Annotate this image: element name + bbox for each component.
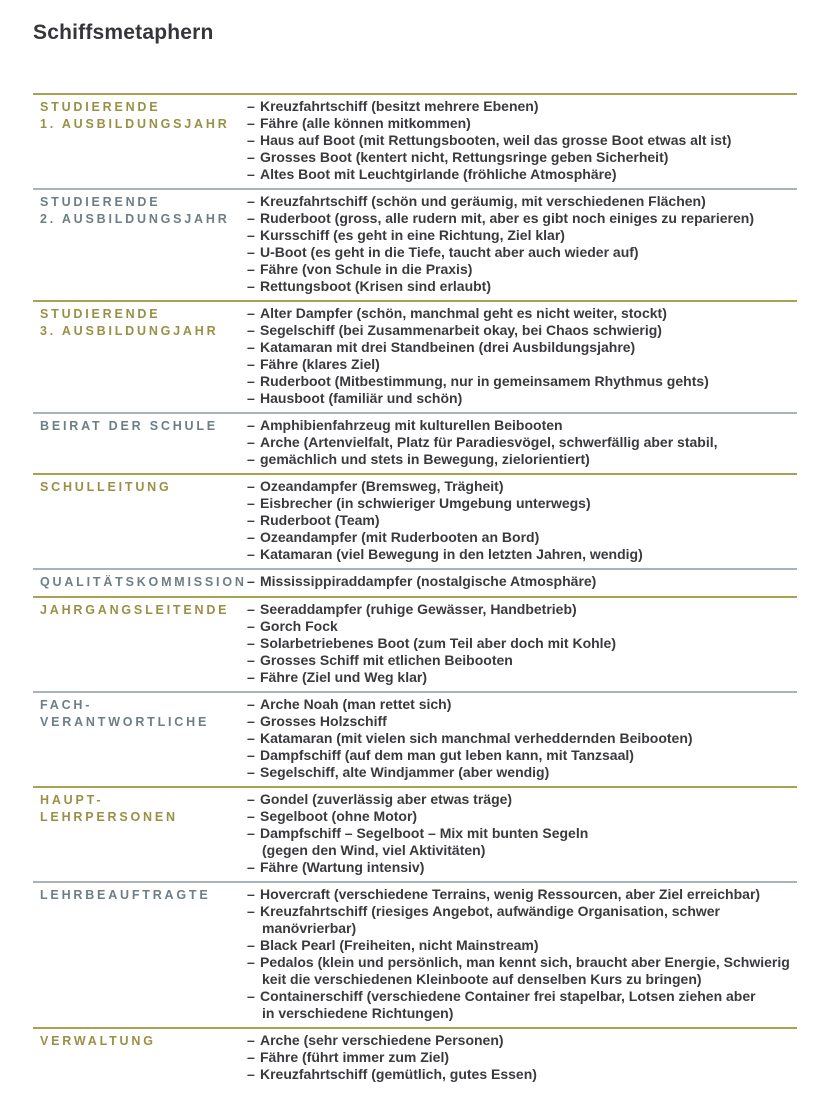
list-item bbox=[247, 635, 797, 652]
dash-bullet: – bbox=[247, 210, 255, 226]
item-text: (gegen den Wind, viel Aktivitäten) bbox=[262, 842, 486, 858]
item-text: Fähre (führt immer zum Ziel) bbox=[260, 1049, 450, 1065]
section-label-line: VERANTWORTLICHE bbox=[40, 715, 210, 729]
dash-bullet: – bbox=[247, 669, 255, 685]
dash-bullet: – bbox=[247, 115, 255, 131]
list-item bbox=[247, 764, 797, 781]
item-text: U-Boot (es geht in die Tiefe, taucht aber auch wieder auf) bbox=[260, 244, 639, 260]
list-item bbox=[247, 356, 797, 373]
list-item bbox=[247, 954, 797, 971]
item-text: Fähre (von Schule in die Praxis) bbox=[260, 261, 473, 277]
table-section bbox=[33, 881, 797, 1027]
list-item bbox=[247, 322, 797, 339]
list-item bbox=[247, 1049, 797, 1066]
section-items bbox=[247, 886, 797, 1022]
dash-bullet: – bbox=[247, 227, 255, 243]
dash-bullet: – bbox=[247, 261, 255, 277]
list-item bbox=[247, 434, 797, 451]
item-text: Fähre (alle können mitkommen) bbox=[260, 115, 471, 131]
item-text: Eisbrecher (in schwieriger Umgebung unterwegs) bbox=[260, 495, 591, 511]
item-text: Dampfschiff (auf dem man gut leben kann, mit Tanzsaal) bbox=[260, 747, 634, 763]
dash-bullet: – bbox=[247, 764, 255, 780]
dash-bullet: – bbox=[247, 373, 255, 389]
list-item bbox=[247, 573, 797, 590]
dash-bullet: – bbox=[247, 434, 255, 450]
dash-bullet: – bbox=[247, 730, 255, 746]
item-text: Black Pearl (Freiheiten, nicht Mainstream) bbox=[260, 937, 539, 953]
section-items bbox=[247, 601, 797, 686]
item-text: Katamaran mit drei Standbeinen (drei Ausbildungsjahre) bbox=[260, 339, 636, 355]
list-item bbox=[247, 390, 797, 407]
section-label-line: 2. AUSBILDUNGSJAHR bbox=[40, 212, 230, 226]
list-item bbox=[247, 791, 797, 808]
item-text: gemächlich und stets in Bewegung, zielorientiert) bbox=[260, 451, 590, 467]
list-item bbox=[247, 193, 797, 210]
item-text: keit die verschiedenen Kleinboote auf denselben Kurs zu bringen) bbox=[262, 971, 702, 987]
dash-bullet: – bbox=[247, 954, 255, 970]
table-section bbox=[33, 93, 797, 188]
item-text: Katamaran (mit vielen sich manchmal verheddernden Beibooten) bbox=[260, 730, 693, 746]
item-text: Grosses Boot (kentert nicht, Rettungsringe geben Sicherheit) bbox=[260, 149, 669, 165]
list-item-continuation bbox=[247, 971, 797, 988]
item-text: Segelschiff, alte Windjammer (aber wendig) bbox=[260, 764, 550, 780]
dash-bullet: – bbox=[247, 529, 255, 545]
dash-bullet: – bbox=[247, 652, 255, 668]
dash-bullet: – bbox=[247, 512, 255, 528]
dash-bullet: – bbox=[247, 1032, 255, 1048]
dash-bullet: – bbox=[247, 696, 255, 712]
dash-bullet: – bbox=[247, 193, 255, 209]
dash-bullet: – bbox=[247, 988, 255, 1004]
list-item bbox=[247, 825, 797, 842]
list-item bbox=[247, 696, 797, 713]
item-text: Rettungsboot (Krisen sind erlaubt) bbox=[260, 278, 491, 294]
dash-bullet: – bbox=[247, 244, 255, 260]
dash-bullet: – bbox=[247, 546, 255, 562]
section-label bbox=[33, 417, 247, 468]
section-label bbox=[33, 193, 247, 295]
section-label-line: STUDIERENDE bbox=[40, 195, 161, 209]
item-text: Fähre (Ziel und Weg klar) bbox=[260, 669, 427, 685]
dash-bullet: – bbox=[247, 149, 255, 165]
table-section bbox=[33, 596, 797, 691]
item-text: Arche (Artenvielfalt, Platz für Paradiesvögel, schwerfällig aber stabil, bbox=[260, 434, 718, 450]
section-label-line: VERWALTUNG bbox=[40, 1034, 156, 1048]
item-text: Ruderboot (Mitbestimmung, nur in gemeinsamem Rhythmus gehts) bbox=[260, 373, 709, 389]
section-label-line: FACH- bbox=[40, 698, 93, 712]
table-section bbox=[33, 691, 797, 786]
list-item bbox=[247, 747, 797, 764]
list-item bbox=[247, 1032, 797, 1049]
list-item bbox=[247, 495, 797, 512]
table-section bbox=[33, 786, 797, 881]
item-text: Arche (sehr verschiedene Personen) bbox=[260, 1032, 504, 1048]
item-text: Kreuzfahrtschiff (riesiges Angebot, aufwändige Organisation, schwer bbox=[260, 903, 721, 919]
list-item bbox=[247, 261, 797, 278]
list-item bbox=[247, 373, 797, 390]
section-items bbox=[247, 1032, 797, 1083]
section-label bbox=[33, 1032, 247, 1083]
list-item bbox=[247, 669, 797, 686]
item-text: manövrierbar) bbox=[262, 920, 357, 936]
section-label-line: QUALITÄTSKOMMISSION bbox=[40, 575, 247, 589]
section-label-line: LEHRPERSONEN bbox=[40, 810, 178, 824]
dash-bullet: – bbox=[247, 166, 255, 182]
list-item bbox=[247, 417, 797, 434]
item-text: Haus auf Boot (mit Rettungsbooten, weil das grosse Boot etwas alt ist) bbox=[260, 132, 732, 148]
section-items bbox=[247, 417, 797, 468]
item-text: Mississippiraddampfer (nostalgische Atmosphäre) bbox=[260, 573, 597, 589]
item-text: Ruderboot (gross, alle rudern mit, aber es gibt noch einiges zu reparieren) bbox=[260, 210, 754, 226]
list-item bbox=[247, 652, 797, 669]
list-item bbox=[247, 529, 797, 546]
item-text: Dampfschiff – Segelboot – Mix mit bunten Segeln bbox=[260, 825, 589, 841]
list-item bbox=[247, 149, 797, 166]
item-text: Hovercraft (verschiedene Terrains, wenig Ressourcen, aber Ziel erreichbar) bbox=[260, 886, 761, 902]
item-text: Kreuzfahrtschiff (besitzt mehrere Ebenen) bbox=[260, 98, 539, 114]
table-section bbox=[33, 412, 797, 473]
list-item bbox=[247, 115, 797, 132]
item-text: Fähre (Wartung intensiv) bbox=[260, 859, 425, 875]
section-label-line: BEIRAT DER SCHULE bbox=[40, 419, 218, 433]
list-item bbox=[247, 1066, 797, 1083]
section-label bbox=[33, 601, 247, 686]
item-text: Grosses Schiff mit etlichen Beibooten bbox=[260, 652, 513, 668]
section-label-line: 3. AUSBILDUNGJAHR bbox=[40, 324, 219, 338]
item-text: Kreuzfahrtschiff (schön und geräumig, mit verschiedenen Flächen) bbox=[260, 193, 706, 209]
section-items bbox=[247, 791, 797, 876]
list-item bbox=[247, 859, 797, 876]
list-item bbox=[247, 166, 797, 183]
item-text: Gondel (zuverlässig aber etwas träge) bbox=[260, 791, 513, 807]
dash-bullet: – bbox=[247, 1066, 255, 1082]
section-items bbox=[247, 573, 797, 591]
item-text: Solarbetriebenes Boot (zum Teil aber doch mit Kohle) bbox=[260, 635, 617, 651]
dash-bullet: – bbox=[247, 98, 255, 114]
section-label bbox=[33, 791, 247, 876]
list-item bbox=[247, 546, 797, 563]
list-item bbox=[247, 210, 797, 227]
list-item bbox=[247, 278, 797, 295]
list-item bbox=[247, 713, 797, 730]
section-label bbox=[33, 98, 247, 183]
dash-bullet: – bbox=[247, 417, 255, 433]
section-label-line: STUDIERENDE bbox=[40, 307, 161, 321]
section-label-line: STUDIERENDE bbox=[40, 100, 161, 114]
section-label-line: HAUPT- bbox=[40, 793, 104, 807]
list-item bbox=[247, 601, 797, 618]
dash-bullet: – bbox=[247, 808, 255, 824]
dash-bullet: – bbox=[247, 451, 255, 467]
dash-bullet: – bbox=[247, 339, 255, 355]
section-items bbox=[247, 193, 797, 295]
section-label bbox=[33, 305, 247, 407]
table-section bbox=[33, 473, 797, 568]
item-text: Containerschiff (verschiedene Container frei stapelbar, Lotsen ziehen aber bbox=[260, 988, 756, 1004]
list-item bbox=[247, 132, 797, 149]
dash-bullet: – bbox=[247, 278, 255, 294]
list-item bbox=[247, 730, 797, 747]
item-text: Arche Noah (man rettet sich) bbox=[260, 696, 452, 712]
list-item bbox=[247, 937, 797, 954]
section-items bbox=[247, 696, 797, 781]
dash-bullet: – bbox=[247, 495, 255, 511]
dash-bullet: – bbox=[247, 322, 255, 338]
item-text: Katamaran (viel Bewegung in den letzten Jahren, wendig) bbox=[260, 546, 643, 562]
item-text: Segelboot (ohne Motor) bbox=[260, 808, 418, 824]
section-label-line: 1. AUSBILDUNGSJAHR bbox=[40, 117, 230, 131]
section-items bbox=[247, 98, 797, 183]
item-text: Hausboot (familiär und schön) bbox=[260, 390, 463, 406]
page-title: Schiffsmetaphern bbox=[33, 21, 214, 44]
dash-bullet: – bbox=[247, 713, 255, 729]
dash-bullet: – bbox=[247, 937, 255, 953]
dash-bullet: – bbox=[247, 859, 255, 875]
dash-bullet: – bbox=[247, 903, 255, 919]
list-item bbox=[247, 98, 797, 115]
table-section bbox=[33, 568, 797, 596]
section-label-line: JAHRGANGSLEITENDE bbox=[40, 603, 230, 617]
list-item bbox=[247, 244, 797, 261]
item-text: Altes Boot mit Leuchtgirlande (fröhliche Atmosphäre) bbox=[260, 166, 617, 182]
list-item bbox=[247, 227, 797, 244]
item-text: Kursschiff (es geht in eine Richtung, Ziel klar) bbox=[260, 227, 565, 243]
item-text: Fähre (klares Ziel) bbox=[260, 356, 380, 372]
metaphor-table bbox=[33, 93, 797, 1088]
list-item bbox=[247, 478, 797, 495]
table-section bbox=[33, 300, 797, 412]
item-text: Grosses Holzschiff bbox=[260, 713, 387, 729]
list-item bbox=[247, 808, 797, 825]
section-label-line: SCHULLEITUNG bbox=[40, 480, 172, 494]
list-item bbox=[247, 886, 797, 903]
item-text: Ruderboot (Team) bbox=[260, 512, 380, 528]
section-label bbox=[33, 696, 247, 781]
item-text: Segelschiff (bei Zusammenarbeit okay, bei Chaos schwierig) bbox=[260, 322, 662, 338]
list-item bbox=[247, 512, 797, 529]
item-text: Ozeandampfer (Bremsweg, Trägheit) bbox=[260, 478, 504, 494]
dash-bullet: – bbox=[247, 390, 255, 406]
item-text: Alter Dampfer (schön, manchmal geht es nicht weiter, stockt) bbox=[260, 305, 667, 321]
section-items bbox=[247, 305, 797, 407]
dash-bullet: – bbox=[247, 618, 255, 634]
dash-bullet: – bbox=[247, 825, 255, 841]
section-label bbox=[33, 573, 247, 591]
dash-bullet: – bbox=[247, 573, 255, 589]
list-item bbox=[247, 339, 797, 356]
section-label bbox=[33, 886, 247, 1022]
list-item bbox=[247, 305, 797, 322]
item-text: Gorch Fock bbox=[260, 618, 338, 634]
item-text: Kreuzfahrtschiff (gemütlich, gutes Essen) bbox=[260, 1066, 537, 1082]
list-item-continuation bbox=[247, 842, 797, 859]
list-item-continuation bbox=[247, 920, 797, 937]
section-label-line: LEHRBEAUFTRAGTE bbox=[40, 888, 211, 902]
list-item bbox=[247, 618, 797, 635]
table-section bbox=[33, 1027, 797, 1088]
dash-bullet: – bbox=[247, 747, 255, 763]
list-item bbox=[247, 903, 797, 920]
item-text: Seeraddampfer (ruhige Gewässer, Handbetrieb) bbox=[260, 601, 577, 617]
dash-bullet: – bbox=[247, 478, 255, 494]
list-item bbox=[247, 988, 797, 1005]
list-item bbox=[247, 451, 797, 468]
dash-bullet: – bbox=[247, 601, 255, 617]
dash-bullet: – bbox=[247, 305, 255, 321]
list-item-continuation bbox=[247, 1005, 797, 1022]
dash-bullet: – bbox=[247, 886, 255, 902]
item-text: Ozeandampfer (mit Ruderbooten an Bord) bbox=[260, 529, 540, 545]
item-text: Pedalos (klein und persönlich, man kennt sich, braucht aber Energie, Schwierig bbox=[260, 954, 790, 970]
table-section bbox=[33, 188, 797, 300]
dash-bullet: – bbox=[247, 132, 255, 148]
dash-bullet: – bbox=[247, 1049, 255, 1065]
item-text: in verschiedene Richtungen) bbox=[262, 1005, 454, 1021]
item-text: Amphibienfahrzeug mit kulturellen Beibooten bbox=[260, 417, 563, 433]
section-items bbox=[247, 478, 797, 563]
dash-bullet: – bbox=[247, 791, 255, 807]
dash-bullet: – bbox=[247, 356, 255, 372]
section-label bbox=[33, 478, 247, 563]
dash-bullet: – bbox=[247, 635, 255, 651]
